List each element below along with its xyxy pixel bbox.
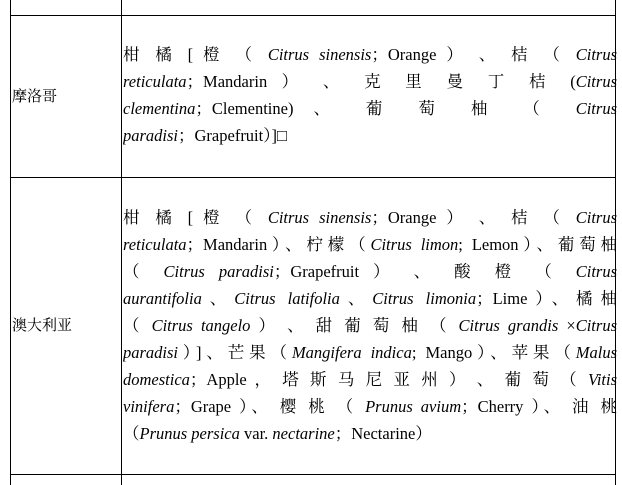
text-line: paradisi；Grapefruit）]□ bbox=[123, 126, 287, 145]
text-line: reticulata；Mandarin ） 、 克 里 曼 丁 桔 (Citrus bbox=[123, 72, 617, 91]
table-cell-country: 摩洛哥 bbox=[12, 89, 58, 105]
text-line: aurantifolia、Citrus latifolia、Citrus limonia；Lime）、橘柚 bbox=[123, 289, 617, 308]
text-line: （ Citrus paradisi；Grapefruit ） 、 酸 橙 （ Citrus bbox=[123, 262, 617, 281]
text-line: reticulata；Mandarin）、柠檬（Citrus limon; Lemon）、葡萄柚 bbox=[123, 235, 617, 254]
table-column-divider bbox=[121, 0, 122, 485]
text-line: 柑 橘 [ 橙 （ Citrus sinensis；Orange ） 、 桔 （ Citrus bbox=[123, 45, 617, 64]
table-cell-products bbox=[123, 204, 617, 447]
text-line: domestica；Apple ， 塔 斯 马 尼 亚 州 ） 、 葡 萄 （ Vitis bbox=[123, 370, 617, 389]
table-cell-products bbox=[123, 41, 617, 149]
table-row-divider bbox=[10, 15, 616, 16]
text-line: paradisi）]、芒果（Mangifera indica; Mango）、苹果（Malus bbox=[123, 343, 617, 362]
text-line: （Prunus persica var. nectarine；Nectarine） bbox=[123, 424, 432, 443]
table-border-left bbox=[10, 0, 11, 485]
table-row-divider bbox=[10, 474, 616, 475]
table-row-divider bbox=[10, 177, 616, 178]
text-line: 柑 橘 [ 橙 （ Citrus sinensis；Orange ） 、 桔 （ Citrus bbox=[123, 208, 617, 227]
table-cell-country: 澳大利亚 bbox=[12, 318, 73, 334]
text-line: vinifera；Grape ）、 樱 桃 （ Prunus avium；Cherry ）、 油 桃 bbox=[123, 397, 617, 416]
text-line: clementina；Clementine) 、 葡 萄 柚 （ Citrus bbox=[123, 99, 617, 118]
text-line: （ Citrus tangelo ） 、 甜 葡 萄 柚 （ Citrus grandis ×Citrus bbox=[123, 316, 617, 335]
